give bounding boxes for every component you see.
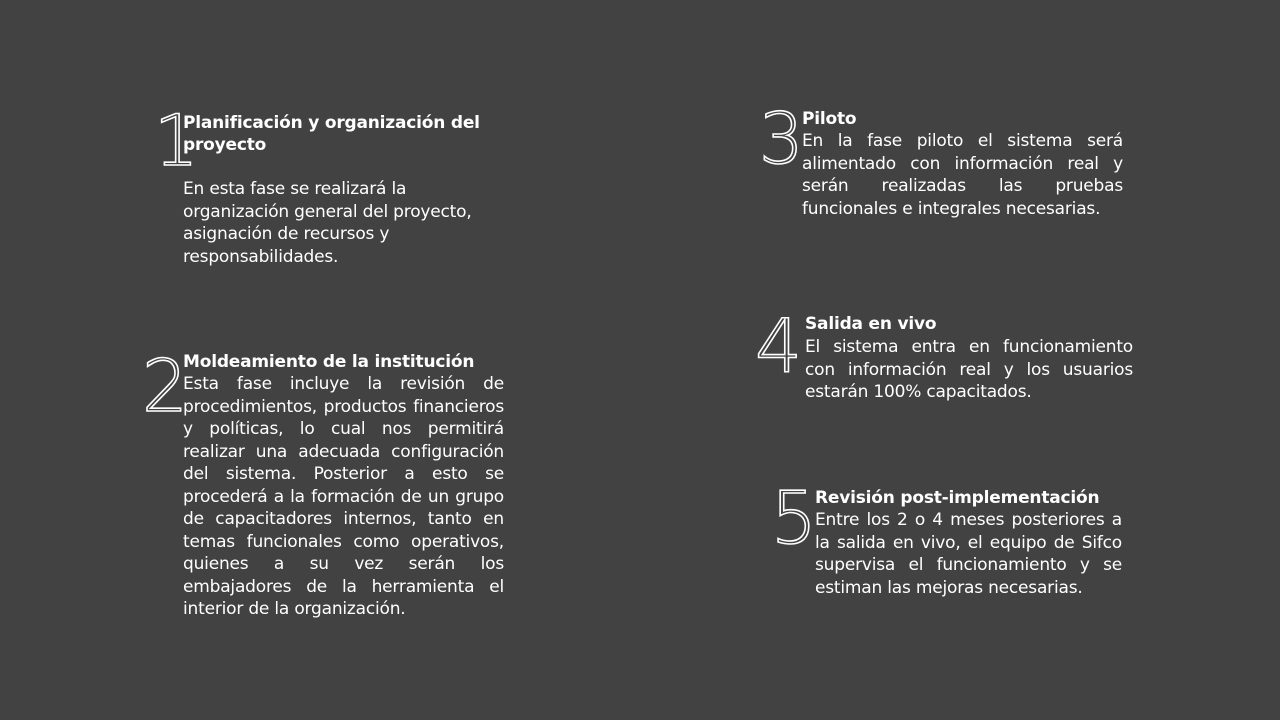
step-number-4: 4 [755,304,803,390]
step-title-1: Planificación y organización del proyecto [183,113,480,155]
step-title-4: Salida en vivo [805,314,937,334]
step-title-3: Piloto [802,109,857,129]
step-text-2: Esta fase incluye la revisión de procedimientos, productos financieros y políticas, lo cual nos permitirá realizar una adecuada configuración del sistema. Posterior a esto se procederá a la formación de un grupo de capacitadores internos, tanto en temas funcionales como operativos, quienes a su vez serán los embajadores de la herramienta el interior de la organización. [183,374,504,619]
step-number-2: 2 [142,344,188,428]
step-number-5: 5 [771,476,817,560]
step-text-3: En la fase piloto el sistema será alimentado con información real y serán realizadas las pruebas funcionales e integrales necesarias. [802,131,1123,219]
step-text-4: El sistema entra en funcionamiento con información real y los usuarios estarán 100% capacitados. [805,337,1133,402]
step-text-1: En esta fase se realizará la organización general del proyecto, asignación de recursos y responsabilidades. [183,179,472,267]
step-title-5: Revisión post-implementación [815,488,1100,508]
step-number-1: 1 [154,100,199,182]
step-number-3: 3 [759,98,804,180]
step-text-5: Entre los 2 o 4 meses posteriores a la salida en vivo, el equipo de Sifco supervisa el funcionamiento y se estiman las mejoras necesarias. [815,510,1122,598]
step-title-2: Moldeamiento de la institución [183,352,475,372]
